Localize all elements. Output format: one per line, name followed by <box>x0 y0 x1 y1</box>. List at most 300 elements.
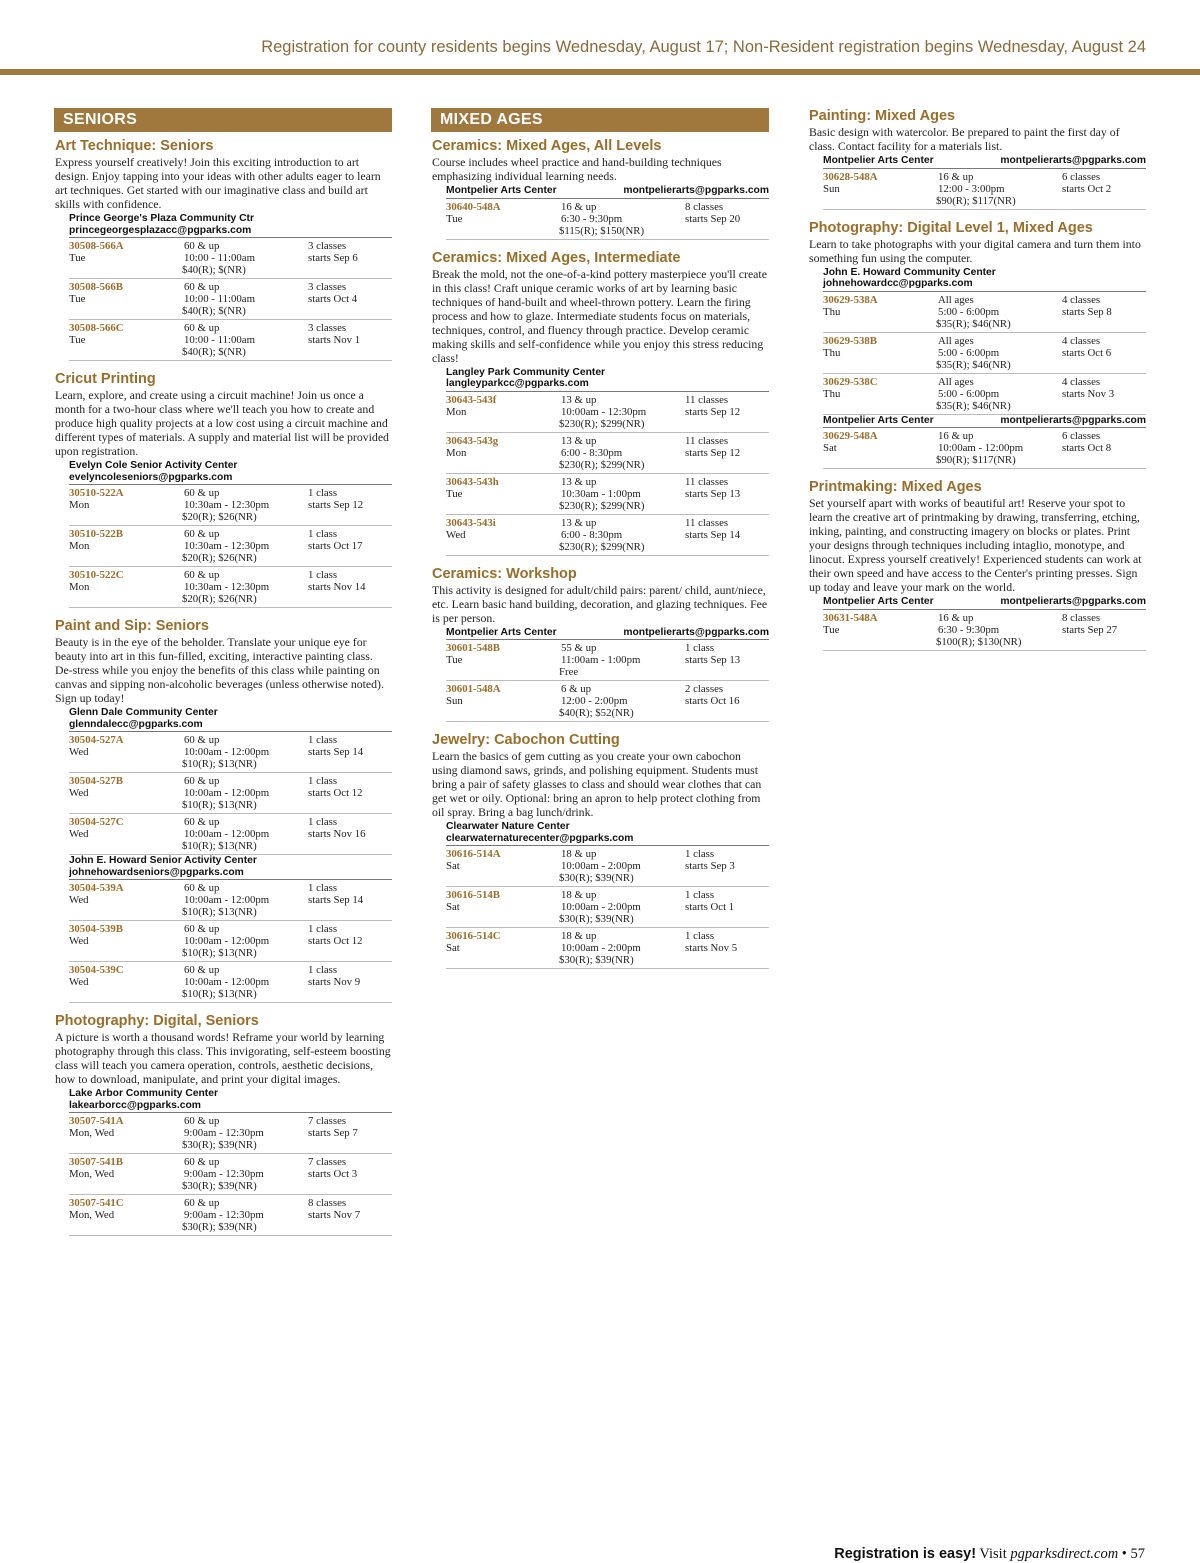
class-day: Sun <box>446 695 463 707</box>
class-description: Learn, explore, and create using a circuit machine! Join us once a month for a two-hour class where we'll teach you how to create and produce high quality projects at a low cost using a circuit machine and different types of materials. A supply and material list will be provided upon registration. <box>55 388 389 458</box>
start-date: starts Oct 12 <box>308 935 363 947</box>
start-date: starts Sep 20 <box>685 212 741 225</box>
age-range: 13 & up <box>561 434 597 447</box>
class-fee: $90(R); $117(NR) <box>936 454 1016 466</box>
facility-email[interactable]: montpelierarts@pgparks.com <box>1000 596 1146 607</box>
course-code[interactable]: 30507-541A <box>69 1115 124 1127</box>
class-section <box>431 732 769 969</box>
class-time: 9:00am - 12:30pm <box>184 1127 264 1139</box>
facility-name: John E. Howard Senior Activity Center <box>69 855 257 866</box>
class-description: This activity is designed for adult/child pairs: parent/ child, aunt/niece, etc. Learn basic hand building, decoration, and glazing techniques. Fee is per person. <box>432 582 768 625</box>
start-date: starts Oct 17 <box>308 540 363 552</box>
class-fee: $30(R); $39(NR) <box>559 913 634 925</box>
class-time: 10:00am - 12:30pm <box>561 405 647 418</box>
class-time: 10:00am - 2:00pm <box>561 901 641 913</box>
class-time: 10:00am - 12:00pm <box>184 828 270 840</box>
class-fee: $35(R); $46(NR) <box>936 317 1011 330</box>
start-date: starts Nov 7 <box>308 1209 361 1221</box>
facility-name: Montpelier Arts Center <box>823 596 934 607</box>
class-time: 6:00 - 8:30pm <box>561 528 623 541</box>
class-day: Tue <box>69 293 86 305</box>
top-rule <box>0 69 1200 75</box>
class-count: 1 class <box>308 528 338 540</box>
start-date: starts Sep 14 <box>308 746 364 758</box>
age-range: 18 & up <box>561 930 597 942</box>
class-count: 4 classes <box>1062 334 1101 347</box>
class-day: Mon <box>69 540 90 552</box>
age-range: 16 & up <box>938 170 974 183</box>
start-date: starts Sep 14 <box>685 528 741 541</box>
start-date: starts Nov 3 <box>1062 387 1115 400</box>
class-count: 11 classes <box>685 516 729 529</box>
age-range: 60 & up <box>184 487 220 499</box>
class-fee: $35(R); $46(NR) <box>936 358 1011 371</box>
facility-email[interactable]: johnehowardcc@pgparks.com <box>823 278 973 289</box>
class-row <box>69 773 392 814</box>
column-mixed-ages-continued <box>808 108 1146 661</box>
facility-header <box>446 367 769 392</box>
class-count: 1 class <box>308 882 338 894</box>
class-day: Mon <box>69 499 90 511</box>
facility-name: Montpelier Arts Center <box>823 414 934 426</box>
class-time: 10:00am - 12:00pm <box>184 787 270 799</box>
class-count: 1 class <box>308 775 338 787</box>
class-fee: $30(R); $39(NR) <box>182 1221 257 1233</box>
facility-header <box>69 707 392 732</box>
course-code[interactable]: 30504-527C <box>69 816 124 828</box>
class-fee: $230(R); $299(NR) <box>559 540 645 553</box>
facility-header <box>69 1088 392 1113</box>
start-date: starts Nov 16 <box>308 828 366 840</box>
age-range: 13 & up <box>561 475 597 488</box>
class-row <box>69 567 392 608</box>
class-count: 7 classes <box>308 1156 347 1168</box>
course-code[interactable]: 30643-543h <box>446 475 499 488</box>
class-count: 1 class <box>685 930 715 942</box>
start-date: starts Sep 8 <box>1062 305 1112 318</box>
footer-lead: Registration is easy! <box>834 1546 977 1562</box>
facility-email[interactable]: montpelierarts@pgparks.com <box>623 185 769 196</box>
facility-email[interactable]: princegeorgesplazacc@pgparks.com <box>69 224 252 236</box>
facility-email[interactable]: evelyncoleseniors@pgparks.com <box>69 471 233 483</box>
class-row <box>446 887 769 928</box>
start-date: starts Nov 5 <box>685 942 738 954</box>
class-time: 6:30 - 9:30pm <box>938 623 1000 636</box>
class-fee: $35(R); $46(NR) <box>936 399 1011 412</box>
age-range: 13 & up <box>561 516 597 529</box>
section-header: SENIORS <box>54 108 392 132</box>
facility-header <box>446 627 769 641</box>
class-day: Wed <box>446 528 466 541</box>
class-day: Mon, Wed <box>69 1168 115 1180</box>
class-row <box>823 333 1146 374</box>
class-row <box>823 169 1146 210</box>
class-fee: $30(R); $39(NR) <box>559 954 634 966</box>
class-section <box>808 479 1146 651</box>
class-row <box>446 433 769 474</box>
class-day: Thu <box>823 387 841 400</box>
start-date: starts Sep 12 <box>685 446 741 459</box>
facility-email[interactable]: langleyparkcc@pgparks.com <box>446 378 589 389</box>
start-date: starts Oct 1 <box>685 901 735 913</box>
class-count: 8 classes <box>685 200 724 213</box>
age-range: 16 & up <box>938 611 974 624</box>
age-range: 60 & up <box>184 775 220 787</box>
start-date: starts Sep 14 <box>308 894 364 906</box>
class-time: 10:00am - 12:00pm <box>184 976 270 988</box>
class-title: Jewelry: Cabochon Cutting <box>432 732 620 748</box>
class-day: Tue <box>446 654 463 666</box>
class-row <box>446 846 769 887</box>
class-row <box>446 392 769 433</box>
class-fee: $10(R); $13(NR) <box>182 906 257 918</box>
footer-visit: Visit <box>976 1546 1011 1562</box>
class-fee: Free <box>559 666 579 678</box>
facility-header <box>69 460 392 485</box>
registration-banner: Registration for county residents begins Wednesday, August 17; Non-Resident registration begins Wednesday, August 24 <box>261 38 1146 56</box>
start-date: starts Sep 13 <box>685 487 741 500</box>
course-code[interactable]: 30616-514C <box>446 930 501 942</box>
class-fee: $10(R); $13(NR) <box>182 758 257 770</box>
start-date: starts Oct 12 <box>308 787 363 799</box>
age-range: 18 & up <box>561 889 597 901</box>
course-code[interactable]: 30643-543f <box>446 393 497 406</box>
class-section <box>54 618 392 1003</box>
course-code[interactable]: 30510-522A <box>69 487 124 499</box>
class-fee: $115(R); $150(NR) <box>559 224 645 237</box>
class-section <box>431 250 769 556</box>
class-count: 1 class <box>308 569 338 581</box>
course-code[interactable]: 30508-566C <box>69 322 124 334</box>
class-day: Wed <box>69 935 89 947</box>
start-date: starts Nov 1 <box>308 334 361 346</box>
class-row <box>69 921 392 962</box>
class-row <box>446 199 769 240</box>
class-count: 3 classes <box>308 240 347 252</box>
age-range: 16 & up <box>938 430 974 442</box>
course-code[interactable]: 30643-543g <box>446 434 499 447</box>
facility-email[interactable]: montpelierarts@pgparks.com <box>1000 155 1146 166</box>
class-description: Basic design with watercolor. Be prepared to paint the first day of class. Contact facility for a materials list. <box>809 125 1120 153</box>
course-code[interactable]: 30640-548A <box>446 200 501 213</box>
start-date: starts Sep 7 <box>308 1127 358 1139</box>
column-mixed-ages <box>431 108 769 979</box>
class-time: 12:00 - 3:00pm <box>938 182 1005 195</box>
class-time: 9:00am - 12:30pm <box>184 1209 264 1221</box>
class-description: Beauty is in the eye of the beholder. Translate your unique eye for beauty into art in this fun-filled, exciting, interactive painting class. De-stress while you enjoy the benefits of this class while painting on canvas and sipping non-alcoholic beverages (unless otherwise noted). Sign up today! <box>55 635 384 705</box>
facility-header <box>69 213 392 238</box>
facility-header <box>823 415 1146 429</box>
age-range: 60 & up <box>184 281 220 293</box>
column-seniors <box>54 108 392 1246</box>
section-header: MIXED AGES <box>431 108 769 132</box>
course-code[interactable]: 30601-548A <box>446 683 501 695</box>
class-row <box>446 640 769 681</box>
class-time: 10:30am - 1:00pm <box>561 487 641 500</box>
page-footer <box>834 1546 1145 1563</box>
class-day: Thu <box>823 346 841 359</box>
course-code[interactable]: 30601-548B <box>446 642 500 654</box>
class-fee: $20(R); $26(NR) <box>182 593 257 605</box>
class-section <box>54 138 392 361</box>
course-code[interactable]: 30628-548A <box>823 170 878 183</box>
class-count: 3 classes <box>308 322 347 334</box>
class-count: 1 class <box>308 964 338 976</box>
class-day: Mon, Wed <box>69 1127 115 1139</box>
facility-header <box>823 155 1146 169</box>
start-date: starts Nov 9 <box>308 976 361 988</box>
class-row <box>823 374 1146 415</box>
class-title: Paint and Sip: Seniors <box>55 618 209 634</box>
class-day: Tue <box>446 487 463 500</box>
course-code[interactable]: 30504-527B <box>69 775 123 787</box>
class-count: 1 class <box>685 642 715 654</box>
start-date: starts Sep 3 <box>685 860 735 872</box>
class-row <box>69 485 392 526</box>
class-description: Learn the basics of gem cutting as you create your own cabochon using diamond saws, grinds, and polishing equipment. Students must bring a pair of safety glasses to class and should wear clothes that can get wet or oily. Optional: bring an apron to help protect clothing from oil spray. Bring a bag lunch/drink. <box>432 749 762 819</box>
class-time: 5:00 - 6:00pm <box>938 387 1000 400</box>
class-description: Learn to take photographs with your digital camera and turn them into something fun using the computer. <box>809 236 1141 265</box>
course-code[interactable]: 30504-539A <box>69 882 124 894</box>
class-time: 10:00 - 11:00am <box>184 293 255 305</box>
course-code[interactable]: 30508-566A <box>69 240 124 252</box>
class-fee: $20(R); $26(NR) <box>182 511 257 523</box>
age-range: 60 & up <box>184 923 220 935</box>
class-title: Cricut Printing <box>55 371 156 387</box>
class-row <box>69 814 392 855</box>
class-row <box>69 880 392 921</box>
facility-name: Langley Park Community Center <box>446 366 606 378</box>
class-day: Sat <box>446 901 460 913</box>
class-section <box>431 566 769 723</box>
class-fee: $40(R); $(NR) <box>182 305 246 317</box>
class-fee: $230(R); $299(NR) <box>559 417 645 430</box>
class-day: Sat <box>446 860 460 872</box>
age-range: 13 & up <box>561 393 597 406</box>
course-code[interactable]: 30504-539B <box>69 923 123 935</box>
age-range: All ages <box>938 334 974 347</box>
class-count: 1 class <box>308 816 338 828</box>
class-fee: $40(R); $(NR) <box>182 346 246 358</box>
class-time: 10:30am - 12:30pm <box>184 540 270 552</box>
class-day: Wed <box>69 787 89 799</box>
start-date: starts Oct 3 <box>308 1168 358 1180</box>
class-title: Painting: Mixed Ages <box>809 108 956 124</box>
class-day: Sat <box>823 442 837 454</box>
class-count: 1 class <box>308 487 338 499</box>
class-description: Break the mold, not the one-of-a-kind pottery masterpiece you'll create in this class! Craft unique ceramic works of art by learning basic techniques of hand-built and wheel-thrown pottery. Learn the firing process and how to glaze. Intermediate students focus on materials, techniques, control, and fluency through practice. Develop ceramic making skills and self-confidence while you enjoy this stress reducing class! <box>432 266 767 365</box>
class-count: 1 class <box>685 889 715 901</box>
age-range: All ages <box>938 375 974 388</box>
class-row <box>823 610 1146 651</box>
facility-header <box>823 596 1146 610</box>
course-code[interactable]: 30504-539C <box>69 964 124 976</box>
class-count: 11 classes <box>685 475 729 488</box>
age-range: 18 & up <box>561 848 597 860</box>
class-time: 5:00 - 6:00pm <box>938 305 1000 318</box>
course-code[interactable]: 30504-527A <box>69 734 124 746</box>
facility-email[interactable]: montpelierarts@pgparks.com <box>623 626 769 638</box>
class-time: 6:00 - 8:30pm <box>561 446 623 459</box>
facility-email[interactable]: clearwaternaturecenter@pgparks.com <box>446 832 634 844</box>
course-code[interactable]: 30643-543i <box>446 516 496 529</box>
class-row <box>823 292 1146 333</box>
course-code[interactable]: 30629-548A <box>823 430 878 442</box>
age-range: 60 & up <box>184 882 220 894</box>
facility-name: Prince George's Plaza Community Ctr <box>69 213 254 224</box>
age-range: 60 & up <box>184 528 220 540</box>
start-date: starts Nov 14 <box>308 581 366 593</box>
start-date: starts Sep 12 <box>308 499 364 511</box>
class-day: Sat <box>446 942 460 954</box>
class-row <box>69 238 392 279</box>
class-count: 6 classes <box>1062 430 1101 442</box>
class-title: Photography: Digital Level 1, Mixed Ages <box>809 219 1093 236</box>
facility-email[interactable]: glenndalecc@pgparks.com <box>69 718 203 730</box>
class-time: 12:00 - 2:00pm <box>561 695 628 707</box>
footer-url[interactable]: pgparksdirect.com <box>1010 1546 1119 1562</box>
facility-header <box>446 821 769 846</box>
age-range: 60 & up <box>184 1115 220 1127</box>
facility-name: John E. Howard Community Center <box>823 266 996 278</box>
course-code[interactable]: 30510-522B <box>69 528 123 540</box>
course-code[interactable]: 30616-514A <box>446 848 501 860</box>
class-time: 10:30am - 12:30pm <box>184 581 270 593</box>
class-day: Thu <box>823 305 841 318</box>
class-count: 11 classes <box>685 393 729 406</box>
age-range: 16 & up <box>561 200 597 213</box>
class-time: 10:00am - 12:00pm <box>938 442 1024 454</box>
age-range: All ages <box>938 293 974 306</box>
class-day: Tue <box>823 623 840 636</box>
course-code[interactable]: 30507-541C <box>69 1197 124 1209</box>
class-day: Tue <box>446 212 463 225</box>
class-count: 1 class <box>308 923 338 935</box>
class-title: Art Technique: Seniors <box>55 138 214 154</box>
age-range: 55 & up <box>561 642 597 654</box>
class-count: 7 classes <box>308 1115 347 1127</box>
start-date: starts Oct 16 <box>685 695 740 707</box>
class-count: 3 classes <box>308 281 347 293</box>
class-time: 10:00am - 2:00pm <box>561 860 641 872</box>
class-title: Ceramics: Mixed Ages, Intermediate <box>432 249 681 266</box>
class-day: Wed <box>69 894 89 906</box>
class-fee: $10(R); $13(NR) <box>182 947 257 959</box>
class-row <box>69 962 392 1003</box>
class-day: Mon <box>446 446 467 459</box>
class-count: 11 classes <box>685 434 729 447</box>
facility-email[interactable]: lakearborcc@pgparks.com <box>69 1099 201 1111</box>
class-day: Wed <box>69 828 89 840</box>
class-time: 11:00am - 1:00pm <box>561 654 641 666</box>
class-time: 10:00am - 12:00pm <box>184 935 270 947</box>
facility-name: Montpelier Arts Center <box>446 626 557 638</box>
course-code[interactable]: 30631-548A <box>823 611 878 624</box>
class-section <box>808 108 1146 210</box>
class-row <box>69 279 392 320</box>
class-time: 6:30 - 9:30pm <box>561 212 623 225</box>
facility-name: Montpelier Arts Center <box>446 185 557 196</box>
class-day: Mon <box>446 405 467 418</box>
course-code[interactable]: 30507-541B <box>69 1156 123 1168</box>
age-range: 60 & up <box>184 734 220 746</box>
class-title: Photography: Digital, Seniors <box>55 1013 259 1029</box>
class-fee: $40(R); $(NR) <box>182 264 246 276</box>
class-row <box>69 320 392 361</box>
class-time: 10:00am - 2:00pm <box>561 942 641 954</box>
class-section <box>808 220 1146 470</box>
facility-name: Montpelier Arts Center <box>823 155 934 166</box>
class-row <box>69 1113 392 1154</box>
start-date: starts Sep 6 <box>308 252 358 264</box>
facility-email[interactable]: montpelierarts@pgparks.com <box>1000 414 1146 426</box>
course-code[interactable]: 30629-538A <box>823 293 878 306</box>
class-row <box>446 681 769 722</box>
class-title: Ceramics: Workshop <box>432 565 577 582</box>
course-code[interactable]: 30616-514B <box>446 889 500 901</box>
class-section <box>54 371 392 608</box>
class-day: Tue <box>69 334 86 346</box>
class-title: Ceramics: Mixed Ages, All Levels <box>432 138 662 154</box>
course-code[interactable]: 30629-538B <box>823 334 877 347</box>
start-date: starts Sep 12 <box>685 405 741 418</box>
class-title: Printmaking: Mixed Ages <box>809 479 982 495</box>
start-date: starts Oct 2 <box>1062 182 1112 195</box>
class-time: 10:30am - 12:30pm <box>184 499 270 511</box>
age-range: 60 & up <box>184 964 220 976</box>
class-fee: $10(R); $13(NR) <box>182 840 257 852</box>
class-fee: $100(R); $130(NR) <box>936 635 1022 648</box>
class-section <box>431 138 769 240</box>
class-fee: $230(R); $299(NR) <box>559 458 645 471</box>
facility-email[interactable]: johnehowardseniors@pgparks.com <box>69 866 244 878</box>
class-count: 4 classes <box>1062 375 1101 388</box>
class-fee: $230(R); $299(NR) <box>559 499 645 512</box>
facility-name: Evelyn Cole Senior Activity Center <box>69 460 238 471</box>
class-description: Course includes wheel practice and hand-building techniques emphasizing individual learning needs. <box>432 155 722 183</box>
class-fee: $10(R); $13(NR) <box>182 988 257 1000</box>
class-count: 2 classes <box>685 683 724 695</box>
class-count: 4 classes <box>1062 293 1101 306</box>
course-code[interactable]: 30629-538C <box>823 375 878 388</box>
age-range: 60 & up <box>184 1156 220 1168</box>
facility-header <box>69 855 392 880</box>
class-fee: $40(R); $52(NR) <box>559 707 634 719</box>
age-range: 60 & up <box>184 816 220 828</box>
class-time: 10:00am - 12:00pm <box>184 746 270 758</box>
class-fee: $30(R); $39(NR) <box>182 1180 257 1192</box>
age-range: 60 & up <box>184 1197 220 1209</box>
class-count: 8 classes <box>1062 611 1101 624</box>
facility-header <box>446 185 769 199</box>
start-date: starts Sep 13 <box>685 654 741 666</box>
class-description: Set yourself apart with works of beautiful art! Reserve your spot to learn the creative art of printmaking by drawing, transferring, etching, inking, painting, and constructing imagery on blocks or plates. Print your designs through techniques including intaglio, monotype, and linocut. Express yourself creatively! Experienced students can work at their own speed and have access to the Center's printing presses. Sign up today and leave your mark on the world. <box>809 496 1142 594</box>
course-code[interactable]: 30510-522C <box>69 569 124 581</box>
facility-header <box>823 267 1146 292</box>
class-fee: $90(R); $117(NR) <box>936 194 1016 207</box>
class-description: Express yourself creatively! Join this exciting introduction to art design. Enjoy tapping into your ideas with other adults eager to learn art techniques. Get started with our imaginative class and build art skills with confidence. <box>55 155 381 211</box>
class-fee: $30(R); $39(NR) <box>559 872 634 884</box>
facility-name: Glenn Dale Community Center <box>69 707 218 718</box>
class-row <box>69 1195 392 1236</box>
class-row <box>69 732 392 773</box>
age-range: 60 & up <box>184 240 220 252</box>
class-day: Wed <box>69 976 89 988</box>
class-row <box>69 526 392 567</box>
class-fee: $30(R); $39(NR) <box>182 1139 257 1151</box>
start-date: starts Sep 27 <box>1062 623 1118 636</box>
course-code[interactable]: 30508-566B <box>69 281 123 293</box>
